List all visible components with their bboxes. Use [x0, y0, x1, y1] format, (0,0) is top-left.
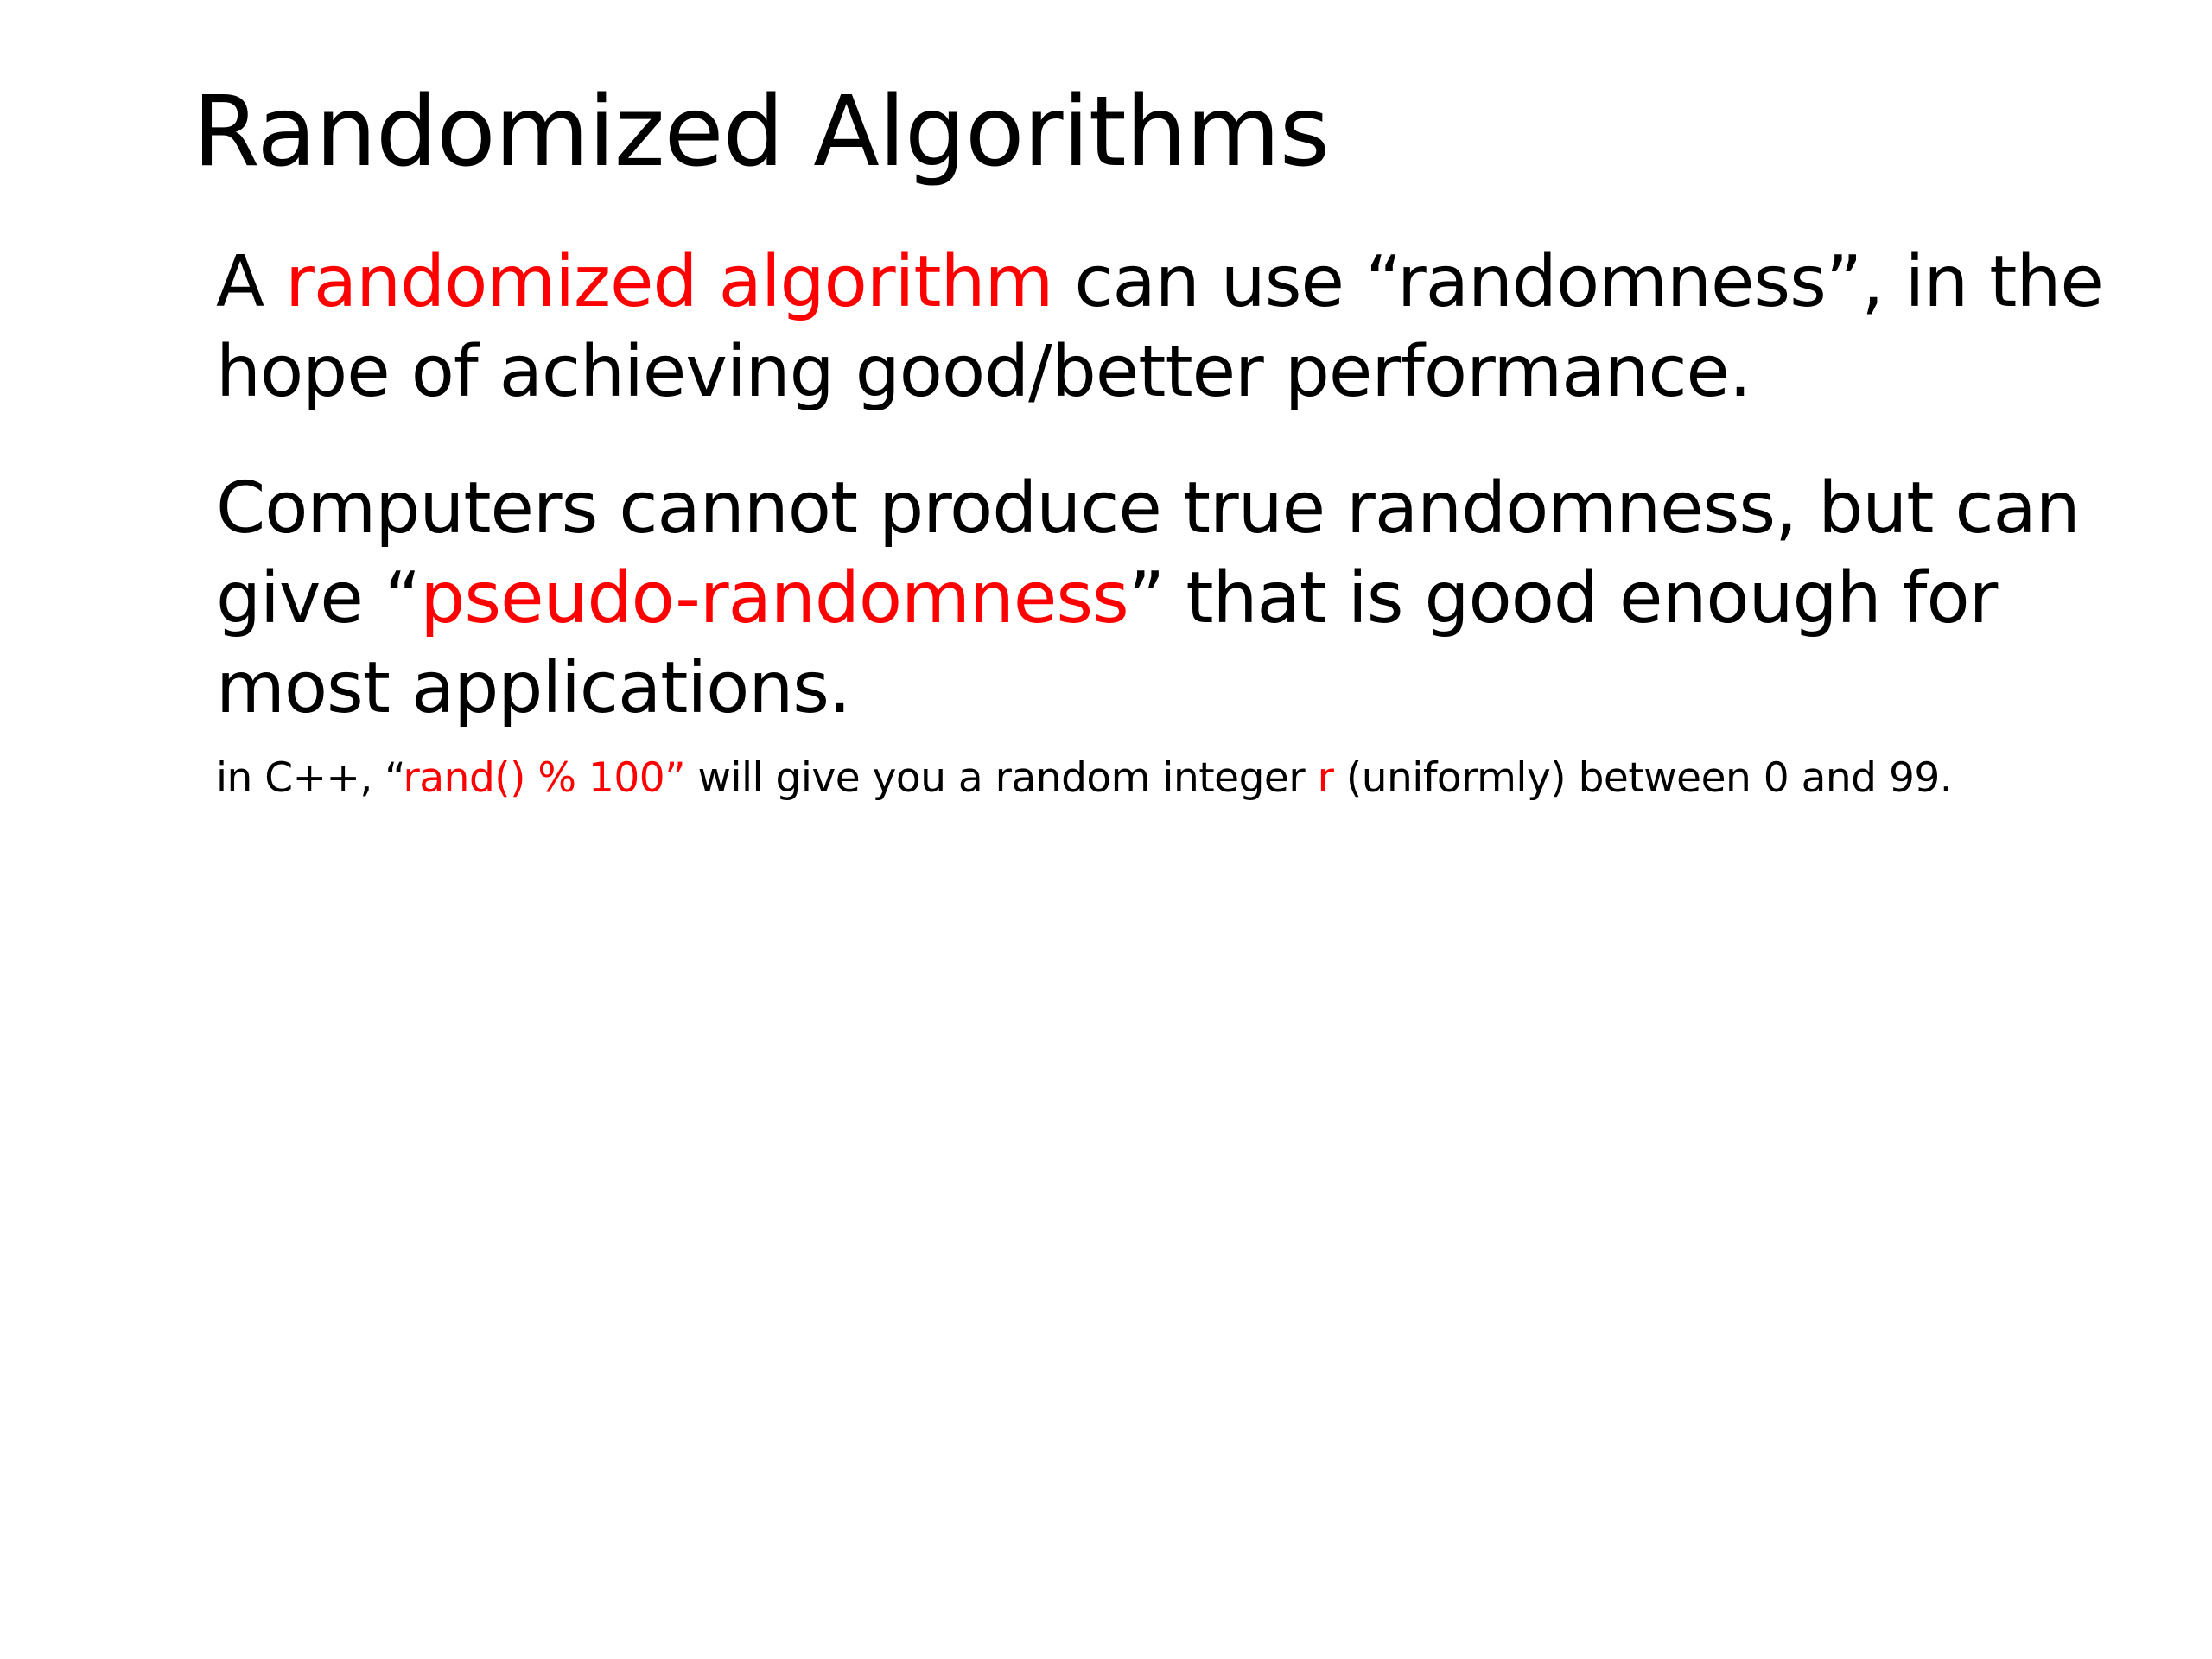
- text-segment: (uniformly) between 0 and 99.: [1333, 754, 1953, 802]
- text-segment: can use “randomness”, in the: [1052, 241, 2103, 323]
- paragraph-pseudo-randomness: [216, 464, 2082, 734]
- text-segment: A: [216, 241, 286, 323]
- paragraph-randomized-algorithm: [216, 238, 2103, 417]
- text-segment: in C++, “: [216, 754, 404, 802]
- paragraph-line: [216, 554, 2082, 644]
- paragraph-line: hope of achieving good/better performance.: [216, 331, 1751, 413]
- cpp-rand-note: [216, 753, 1952, 804]
- highlight-pseudo-randomness: pseudo-randomness: [420, 557, 1128, 639]
- paragraph-line: [216, 238, 2103, 327]
- highlight-rand-code: rand() % 100”: [403, 754, 686, 802]
- text-segment: will give you a random integer: [685, 754, 1318, 802]
- paragraph-line: Computers cannot produce true randomness, but can: [216, 467, 2080, 550]
- text-segment: ” that is good enough for: [1128, 557, 1998, 639]
- text-segment: give “: [216, 557, 421, 639]
- paragraph-line: most applications.: [216, 647, 851, 729]
- slide-title: Randomized Algorithms: [193, 76, 1330, 188]
- highlight-randomized-algorithm: randomized algorithm: [285, 241, 1053, 323]
- highlight-variable-r: r: [1317, 754, 1334, 802]
